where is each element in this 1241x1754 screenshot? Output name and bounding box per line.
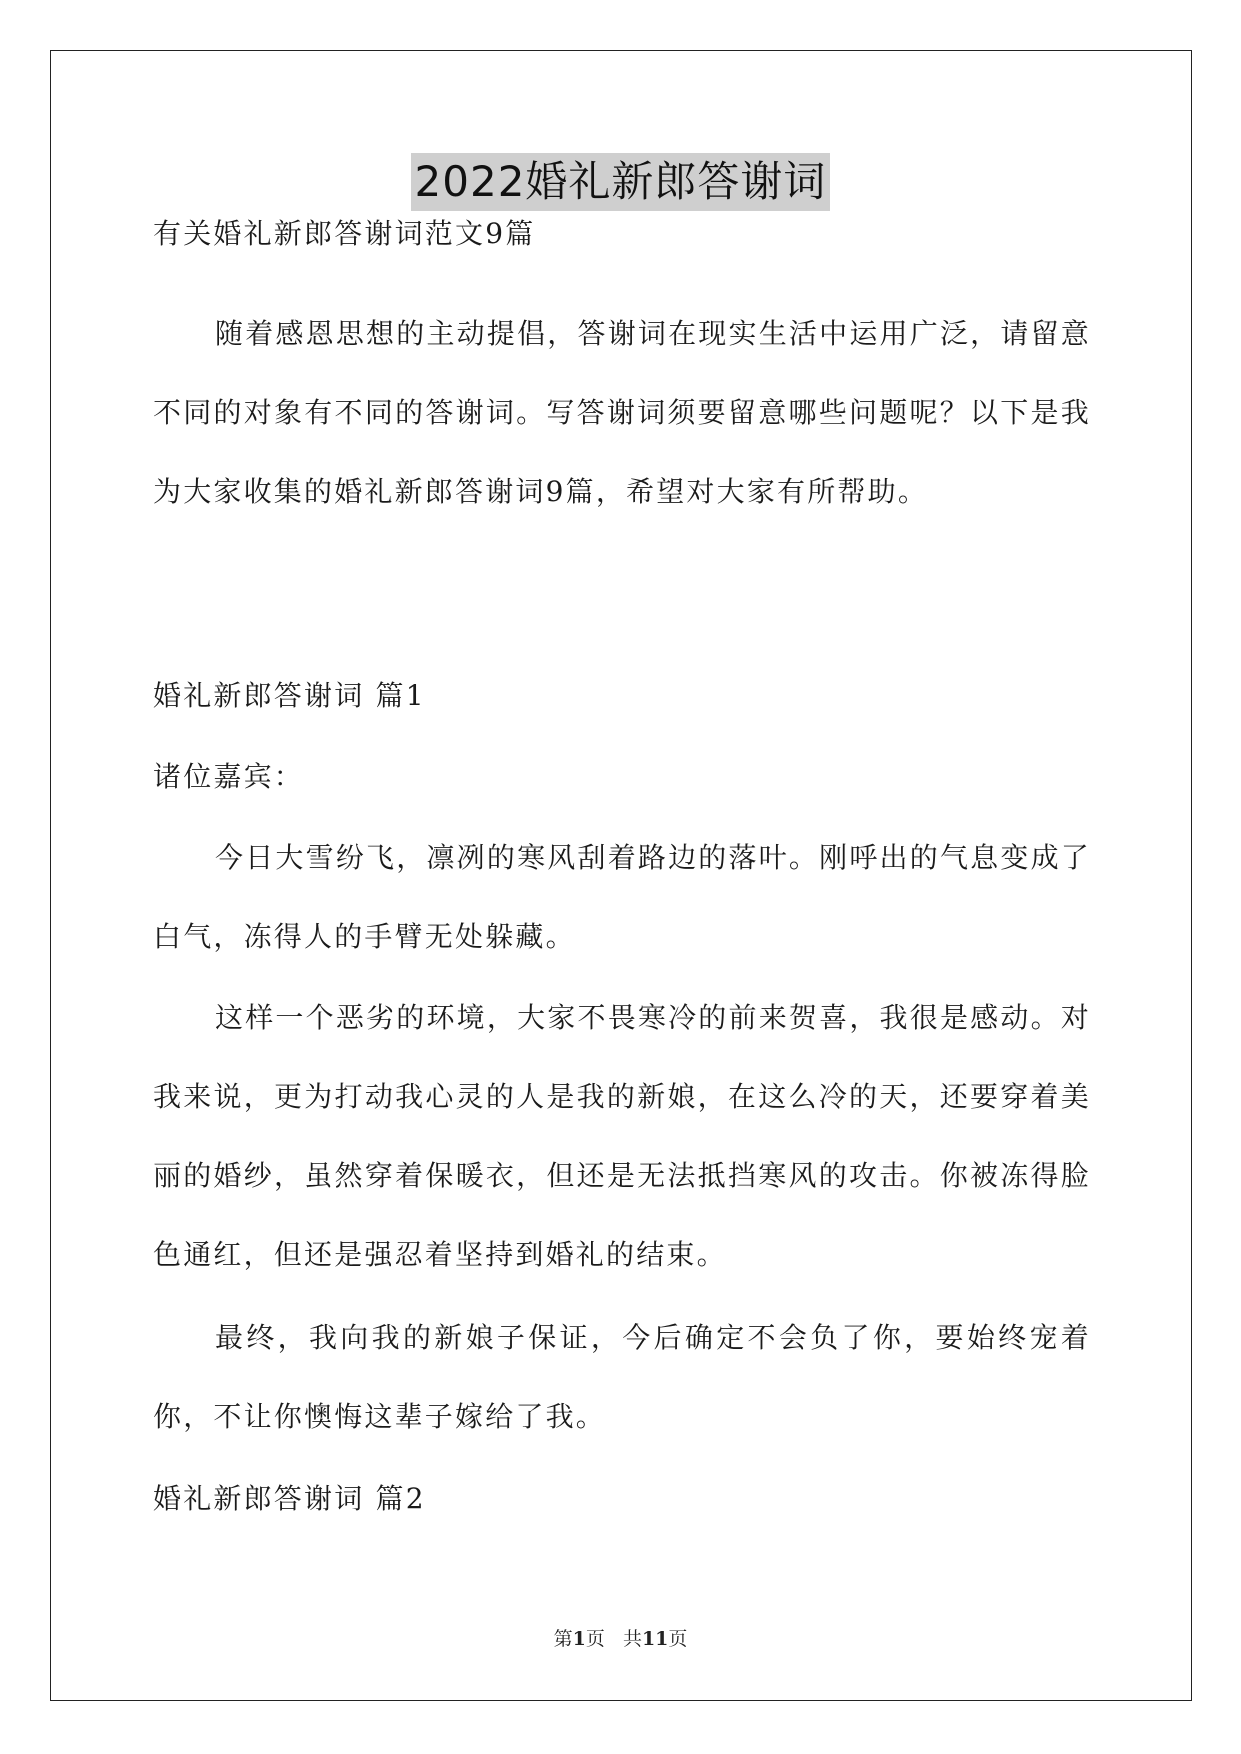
intro-paragraph: 随着感恩思想的主动提倡，答谢词在现实生活中运用广泛，请留意不同的对象有不同的答谢词。写答谢词须要留意哪些问题呢？以下是我为大家收集的婚礼新郎答谢词9篇，希望对大家有所帮助。 — [153, 317, 1091, 508]
document-title: 2022婚礼新郎答谢词 — [411, 153, 831, 211]
section-1-paragraph-3: 最终，我向我的新娘子保证，今后确定不会负了你，要始终宠着你，不让你懊悔这辈子嫁给了我。 — [153, 1321, 1091, 1433]
title-container — [0, 153, 1241, 211]
section-1-paragraph-2: 这样一个恶劣的环境，大家不畏寒冷的前来贺喜，我很是感动。对我来说，更为打动我心灵的人是我的新娘，在这么冷的天，还要穿着美丽的婚纱，虽然穿着保暖衣，但还是无法抵挡寒风的攻击。你被冻得脸色通红，但还是强忍着坚持到婚礼的结束。 — [153, 1001, 1091, 1271]
footer-suffix: 页 — [668, 1628, 688, 1650]
section-1-paragraph-1: 今日大雪纷飞，凛冽的寒风刮着路边的落叶。刚呼出的气息变成了白气，冻得人的手臂无处躲藏。 — [153, 841, 1091, 953]
footer-total-pages: 11 — [641, 1628, 669, 1650]
salutation: 诸位嘉宾： — [153, 760, 305, 793]
document-subtitle: 有关婚礼新郎答谢词范文9篇 — [153, 217, 536, 250]
footer-page-number: 1 — [572, 1628, 586, 1650]
page-footer — [0, 1624, 1241, 1651]
footer-prefix: 第 — [553, 1628, 573, 1650]
section-1-heading: 婚礼新郎答谢词 篇1 — [153, 679, 426, 712]
footer-middle: 页 共 — [585, 1628, 642, 1650]
section-2-heading: 婚礼新郎答谢词 篇2 — [153, 1482, 426, 1515]
